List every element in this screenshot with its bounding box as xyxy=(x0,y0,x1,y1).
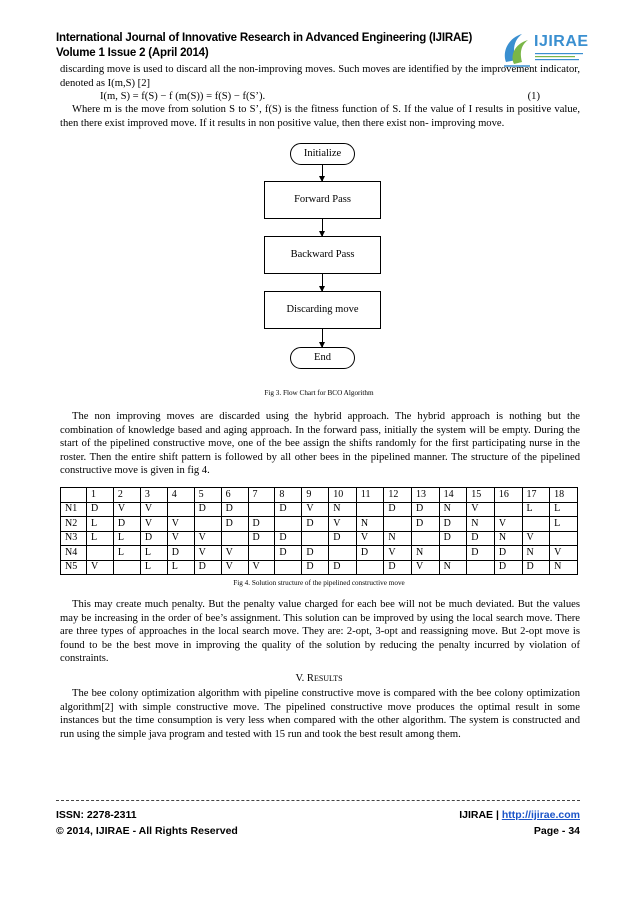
table-cell: D xyxy=(194,502,221,517)
paragraph-local-search: This may create much penalty. But the penalty value charged for each bee will not be much deviated. But the values may be increasing in the order of bee’s assignment. This solution can be improved by using the local search move. There are three types of approaches in the local search move. They are: 2-opt, 3-opt and reassigning move. But 2-opt move is found to be the best move in improving the quality of the solution by reducing the penalty incurred by violation of constraints. xyxy=(60,599,580,664)
table-header-cell: 11 xyxy=(356,488,384,503)
table-cell: D xyxy=(275,546,302,561)
footer-rule xyxy=(56,800,580,801)
footer-site-label: IJIRAE | xyxy=(459,809,502,821)
footer-site xyxy=(459,809,580,821)
table-cell xyxy=(356,502,384,517)
table-header-cell: 16 xyxy=(494,488,522,503)
table-cell: L xyxy=(140,546,167,561)
table-header-cell: 12 xyxy=(384,488,412,503)
logo-wordmark: IJIRAE xyxy=(534,33,589,50)
paragraph-results: The bee colony optimization algorithm with pipeline constructive move is compared with the bee colony optimization algorithm[2] with simple constructive move. The pipelined constructive move produces the optimal result in some instances but the time consumption is very less when compared with the other algorithm. The system is constructed and run using the simple java program and tested with 15 run and took the best result among them. xyxy=(60,688,580,740)
table-cell xyxy=(194,517,221,532)
table-cell xyxy=(522,517,550,532)
figure-3-caption: Fig 3. Flow Chart for BCO Algorithm xyxy=(264,389,374,397)
table-row-label: N2 xyxy=(61,517,87,532)
table-cell: D xyxy=(275,502,302,517)
table-cell xyxy=(248,502,275,517)
footer-site-link[interactable]: http://ijirae.com xyxy=(501,809,580,821)
section-heading-results xyxy=(0,673,638,684)
table-cell: V xyxy=(113,502,140,517)
journal-title: International Journal of Innovative Research in Advanced Engineering (IJIRAE) xyxy=(56,32,473,44)
figure-4-caption: Fig 4. Solution structure of the pipelined constructive move xyxy=(233,579,405,587)
table-cell xyxy=(113,560,140,575)
table-cell: L xyxy=(140,560,167,575)
table-cell xyxy=(275,517,302,532)
flow-step-discarding-move: Discarding move xyxy=(264,291,381,329)
table-cell: L xyxy=(86,531,113,546)
table-cell: N xyxy=(412,546,440,561)
flow-step-end: End xyxy=(290,347,355,369)
table-cell: D xyxy=(167,546,194,561)
table-cell: V xyxy=(86,560,113,575)
table-cell xyxy=(439,546,467,561)
footer-page-number: Page - 34 xyxy=(533,825,580,837)
equation-number: (1) xyxy=(527,91,540,102)
table-row xyxy=(61,546,578,561)
solution-structure-table xyxy=(60,487,578,575)
table-header-cell: 13 xyxy=(412,488,440,503)
equation-text: I(m, S) = f(S) − f (m(S)) = f(S) − f(S’). xyxy=(100,91,266,102)
table-cell: N xyxy=(550,560,578,575)
table-cell: L xyxy=(86,517,113,532)
table-header-cell: 4 xyxy=(167,488,194,503)
table-cell: N xyxy=(439,502,467,517)
table-cell: D xyxy=(412,517,440,532)
table-cell: D xyxy=(86,502,113,517)
table-cell: D xyxy=(302,546,329,561)
table-cell xyxy=(550,531,578,546)
table-cell xyxy=(356,560,384,575)
table-cell: V xyxy=(221,546,248,561)
table-cell: V xyxy=(356,531,384,546)
table-cell: D xyxy=(302,560,329,575)
paragraph-move-definition: Where m is the move from solution S to S’, f(S) is the fitness function of S. If the value of I results in positive value, then there exist improved move. If it results in non positive value, then there exist non- improving move. xyxy=(60,104,580,129)
table-header-cell: 1 xyxy=(86,488,113,503)
table-row xyxy=(61,531,578,546)
table-header-row xyxy=(61,488,578,503)
table-cell xyxy=(384,517,412,532)
table-cell: N xyxy=(494,531,522,546)
table-cell: N xyxy=(384,531,412,546)
paragraph-hybrid-approach: The non improving moves are discarded using the hybrid approach. The hybrid approach is nothing but the combination of knowledge based and aging approach. In the forward pass, initially the system will be empty. During the start of the pipelined constructive move, one of the bee assign the shifts randomly for the first participating nurse in the roster. Then the entire shift pattern is followed by all other bees in the pipelined manner. The structure of the pipelined constructive move is given in fig 4. xyxy=(60,411,580,476)
table-header-cell: 18 xyxy=(550,488,578,503)
table-cell: D xyxy=(494,546,522,561)
table-cell xyxy=(467,560,495,575)
flow-arrow xyxy=(322,329,323,347)
section-heading-prefix: V. R xyxy=(295,673,314,684)
table-cell: D xyxy=(248,517,275,532)
journal-volume: Volume 1 Issue 2 (April 2014) xyxy=(56,46,209,59)
table-row-label: N5 xyxy=(61,560,87,575)
table-header-cell: 7 xyxy=(248,488,275,503)
table-cell: D xyxy=(439,531,467,546)
table-row xyxy=(61,502,578,517)
table-cell: V xyxy=(194,531,221,546)
table-cell: N xyxy=(467,517,495,532)
table-cell: D xyxy=(522,560,550,575)
table-cell: V xyxy=(248,560,275,575)
table-cell: V xyxy=(550,546,578,561)
equation-1 xyxy=(100,90,540,104)
section-heading-rest: ESULTS xyxy=(313,674,343,683)
table-header-cell: 3 xyxy=(140,488,167,503)
table-header-cell: 5 xyxy=(194,488,221,503)
table-cell: D xyxy=(248,531,275,546)
table-header-cell: 14 xyxy=(439,488,467,503)
table-row-label: N4 xyxy=(61,546,87,561)
table-header-cell xyxy=(61,488,87,503)
table-cell: V xyxy=(140,502,167,517)
table-cell: V xyxy=(412,560,440,575)
table-cell xyxy=(248,546,275,561)
table-cell: L xyxy=(550,502,578,517)
table-header-cell: 6 xyxy=(221,488,248,503)
table-cell xyxy=(302,531,329,546)
table-cell: D xyxy=(302,517,329,532)
table-cell: L xyxy=(167,560,194,575)
table-cell xyxy=(329,546,357,561)
table-cell: V xyxy=(467,502,495,517)
table-cell xyxy=(221,531,248,546)
table-cell: L xyxy=(113,531,140,546)
table-cell: D xyxy=(329,560,357,575)
table-row xyxy=(61,517,578,532)
flow-step-initialize: Initialize xyxy=(290,143,355,165)
table-cell: N xyxy=(439,560,467,575)
table-header-cell: 10 xyxy=(329,488,357,503)
table-cell: V xyxy=(194,546,221,561)
table-cell: V xyxy=(167,517,194,532)
table-cell: V xyxy=(140,517,167,532)
flow-arrow xyxy=(322,219,323,236)
table-cell: D xyxy=(140,531,167,546)
table-cell xyxy=(275,560,302,575)
table-cell: D xyxy=(467,546,495,561)
table-cell: D xyxy=(384,502,412,517)
table-cell: V xyxy=(384,546,412,561)
table-cell xyxy=(86,546,113,561)
logo-tagline-graphic xyxy=(535,52,585,63)
table-header-cell: 9 xyxy=(302,488,329,503)
table-cell: D xyxy=(384,560,412,575)
table-cell: V xyxy=(522,531,550,546)
table-cell: D xyxy=(494,560,522,575)
table-cell: V xyxy=(302,502,329,517)
table-cell: N xyxy=(522,546,550,561)
paragraph-improvement-indicator: discarding move is used to discard all the non-improving moves. Such moves are identified by the improvement indicator, denoted as I(m,S) [2] xyxy=(60,64,580,89)
table-cell xyxy=(167,502,194,517)
table-row-label: N1 xyxy=(61,502,87,517)
table-cell: V xyxy=(221,560,248,575)
table-cell: D xyxy=(194,560,221,575)
table-cell xyxy=(412,531,440,546)
table-cell: D xyxy=(221,502,248,517)
flow-arrow xyxy=(322,274,323,291)
flow-arrow xyxy=(322,165,323,181)
footer-copyright: © 2014, IJIRAE - All Rights Reserved xyxy=(56,825,238,837)
flow-step-backward-pass: Backward Pass xyxy=(264,236,381,274)
table-cell: D xyxy=(275,531,302,546)
table-cell: D xyxy=(113,517,140,532)
table-header-cell: 17 xyxy=(522,488,550,503)
table-row xyxy=(61,560,578,575)
flow-step-forward-pass: Forward Pass xyxy=(264,181,381,219)
table-cell xyxy=(494,502,522,517)
table-cell: D xyxy=(356,546,384,561)
running-header xyxy=(56,31,472,60)
table-cell: N xyxy=(356,517,384,532)
table-cell: L xyxy=(522,502,550,517)
table-row-label: N3 xyxy=(61,531,87,546)
table-header-cell: 8 xyxy=(275,488,302,503)
table-cell: D xyxy=(329,531,357,546)
table-header-cell: 2 xyxy=(113,488,140,503)
table-header-cell: 15 xyxy=(467,488,495,503)
table-cell: D xyxy=(467,531,495,546)
footer-issn: ISSN: 2278-2311 xyxy=(56,809,137,821)
table-cell: D xyxy=(221,517,248,532)
table-cell: D xyxy=(412,502,440,517)
table-cell: N xyxy=(329,502,357,517)
table-cell: D xyxy=(439,517,467,532)
table-cell: L xyxy=(113,546,140,561)
table-cell: V xyxy=(329,517,357,532)
table-cell: V xyxy=(167,531,194,546)
table-cell: L xyxy=(550,517,578,532)
table-cell: V xyxy=(494,517,522,532)
